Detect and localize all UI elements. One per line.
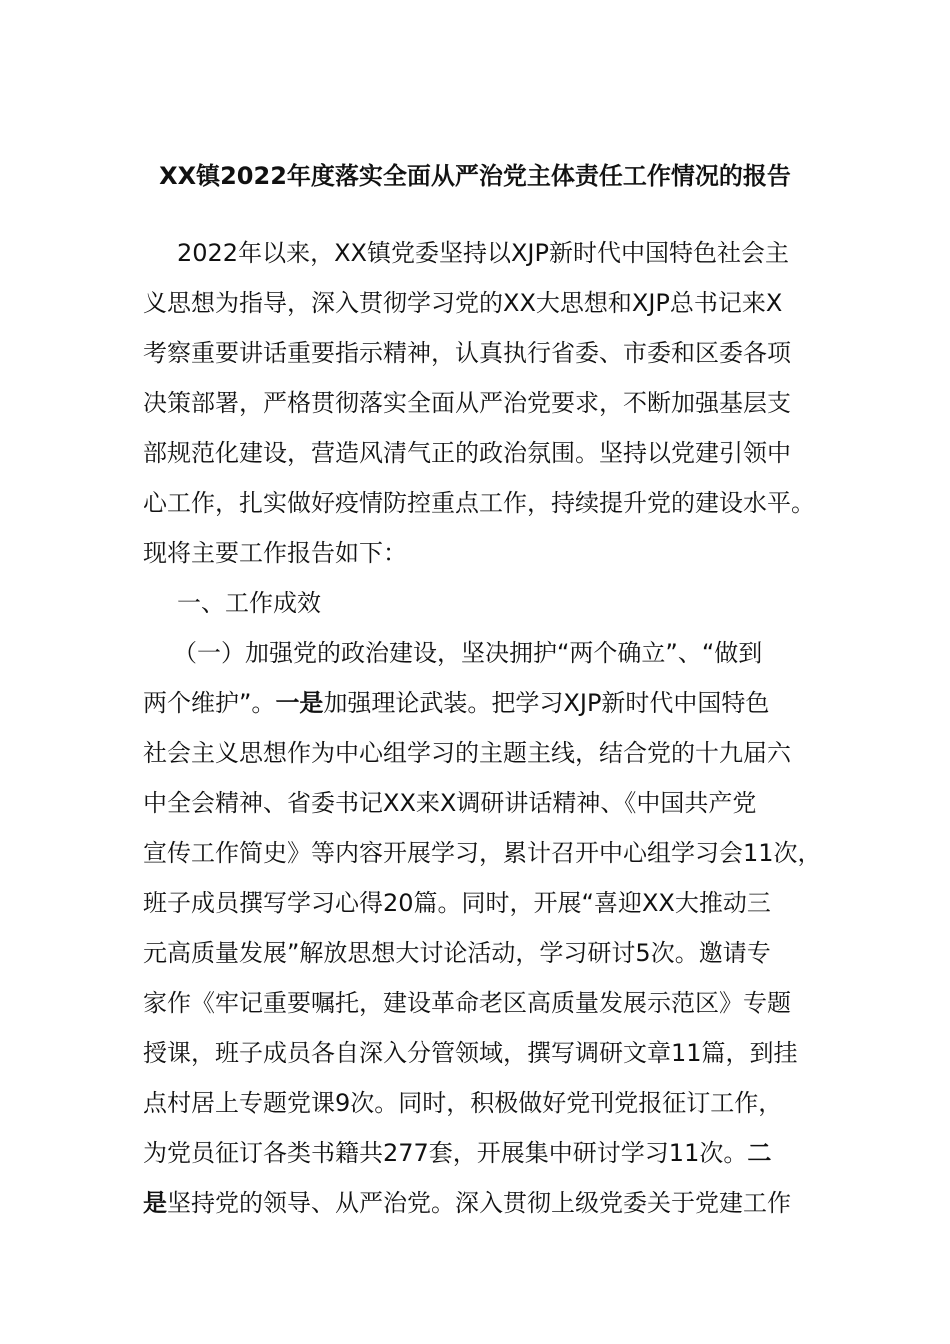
paragraph-line: 元高质量发展”解放思想大讨论活动，学习研讨5次。邀请专 xyxy=(143,939,771,967)
subsection-heading: （一）加强党的政治建设，坚决拥护“两个确立”、“做到 xyxy=(173,639,763,667)
bold-marker: 一是 xyxy=(275,689,324,717)
paragraph-line: 点村居上专题党课9次。同时，积极做好党刊党报征订工作， xyxy=(143,1089,783,1117)
paragraph-line: 宣传工作简史》等内容开展学习，累计召开中心组学习会11次， xyxy=(143,839,822,867)
paragraph-line: 班子成员撰写学习心得20篇。同时，开展“喜迎XX大推动三 xyxy=(143,889,771,917)
paragraph-text: 坚持党的领导、从严治党。深入贯彻上级党委关于党建工作 xyxy=(167,1189,791,1217)
paragraph-line: 考察重要讲话重要指示精神，认真执行省委、市委和区委各项 xyxy=(143,339,791,367)
paragraph-line: 家作《牢记重要嘱托，建设革命老区高质量发展示范区》专题 xyxy=(143,989,791,1017)
document-body xyxy=(143,228,822,1228)
paragraph-line xyxy=(143,1128,813,1178)
paragraph-line: 心工作，扎实做好疫情防控重点工作，持续提升党的建设水平。 xyxy=(143,489,815,517)
paragraph-text: 为党员征订各类书籍共277套，开展集中研讨学习11次。 xyxy=(143,1139,748,1167)
paragraph-line: 社会主义思想作为中心组学习的主题主线，结合党的十九届六 xyxy=(143,739,791,767)
paragraph-line: 中全会精神、省委书记XX来X调研讲话精神、《中国共产党 xyxy=(143,789,757,817)
bold-marker: 二 xyxy=(747,1139,772,1167)
paragraph-line: 决策部署，严格贯彻落实全面从严治党要求，不断加强基层支 xyxy=(143,389,791,417)
bold-marker: 是 xyxy=(143,1189,167,1217)
document-title: XX镇2022年度落实全面从严治党主体责任工作情况的报告 xyxy=(159,162,791,190)
paragraph-line xyxy=(143,678,813,728)
section-heading: 一、工作成效 xyxy=(177,589,321,617)
paragraph-line: 2022年以来，XX镇党委坚持以XJP新时代中国特色社会主 xyxy=(177,239,789,267)
paragraph-line: 授课，班子成员各自深入分管领域，撰写调研文章11篇，到挂 xyxy=(143,1039,798,1067)
paragraph-line: 义思想为指导，深入贯彻学习党的XX大思想和XJP总书记来X xyxy=(143,289,783,317)
paragraph-text: 加强理论武装。把学习XJP新时代中国特色 xyxy=(323,689,770,717)
paragraph-line xyxy=(143,1178,813,1228)
paragraph-line: 现将主要工作报告如下： xyxy=(143,539,407,567)
paragraph-line: 部规范化建设，营造风清气正的政治氛围。坚持以党建引领中 xyxy=(143,439,791,467)
subsection-heading-end: 两个维护”。 xyxy=(143,689,276,717)
